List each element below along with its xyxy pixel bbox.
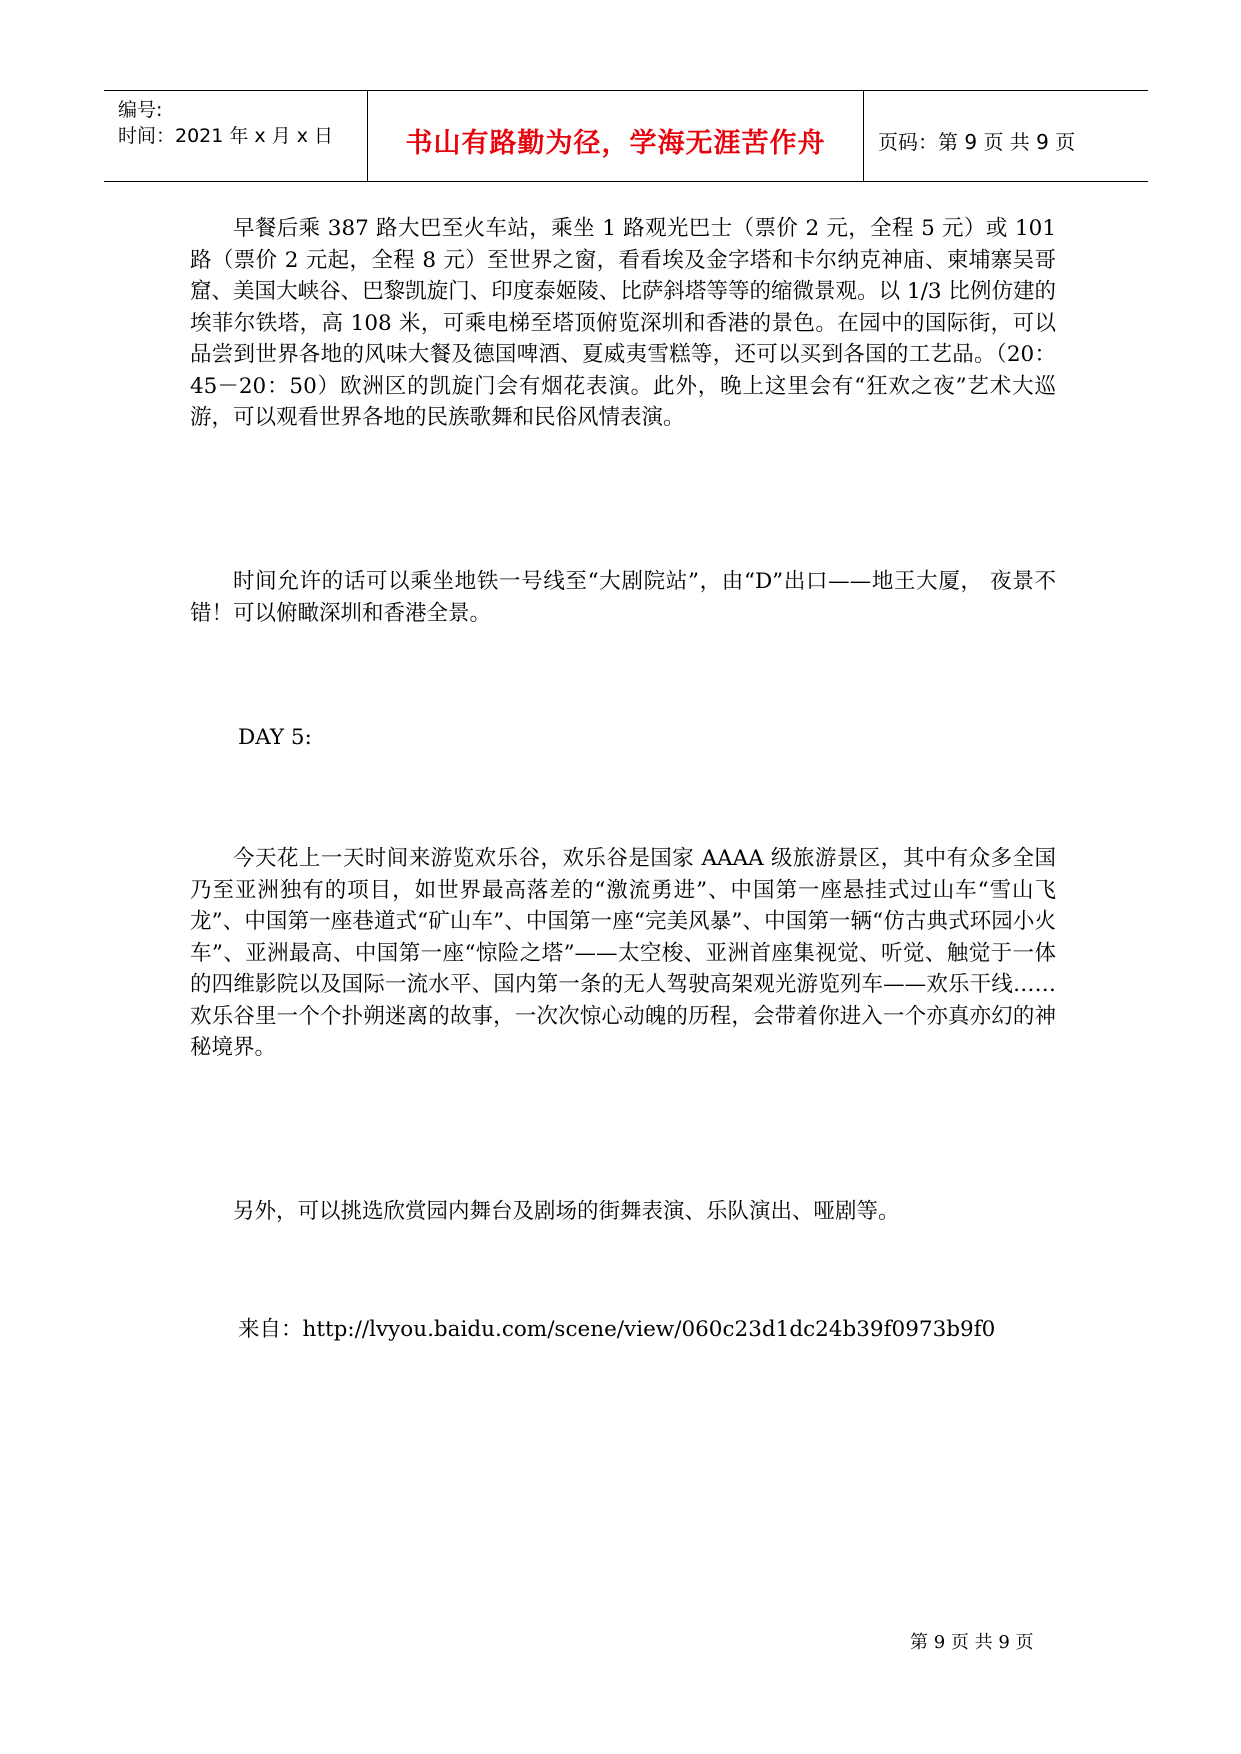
- header-left-cell: [104, 91, 368, 181]
- footer-page-number: 第 9 页 共 9 页: [910, 1632, 1034, 1653]
- source-link: 来自：http://lvyou.baidu.com/scene/view/060c23d1dc24b39f0973b9f0: [238, 1317, 996, 1342]
- header-page-cell: [864, 91, 1148, 181]
- header-motto-cell: [368, 91, 864, 181]
- paragraph-performances: 另外，可以挑选欣赏园内舞台及剧场的街舞表演、乐队演出、哑剧等。: [233, 1199, 900, 1224]
- serial-number-label: 编号:: [118, 99, 163, 121]
- date-label: 时间：2021 年 x 月 x 日: [118, 125, 334, 147]
- header-page-label: 页码：第 9 页 共 9 页: [878, 129, 1076, 154]
- paragraph-diwang-tower: 时间允许的话可以乘坐地铁一号线至“大剧院站”，由“D”出口——地王大厦， 夜景不错！可以俯瞰深圳和香港全景。: [190, 569, 1056, 626]
- paragraph-happy-valley: 今天花上一天时间来游览欢乐谷，欢乐谷是国家 AAAA 级旅游景区，其中有众多全国乃至亚洲独有的项目，如世界最高落差的“激流勇进”、中国第一座悬挂式过山车“雪山飞龙”、中国第一座巷道式“矿山车”、中国第一座“完美风暴”、中国第一辆“仿古典式环园小火车”、亚洲最高、中国第一座“惊险之塔”——太空梭、亚洲首座集视觉、听觉、触觉于一体的四维影院以及国际一流水平、国内第一条的无人驾驶高架观光游览列车——欢乐干线……欢乐谷里一个个扑朔迷离的故事，一次次惊心动魄的历程，会带着你进入一个亦真亦幻的神秘境界。: [190, 846, 1056, 1060]
- header-motto: 书山有路勤为径，学海无涯苦作舟: [405, 127, 826, 159]
- day-heading: DAY 5:: [238, 725, 312, 750]
- document-header: [104, 90, 1148, 182]
- paragraph-window-of-world: 早餐后乘 387 路大巴至火车站，乘坐 1 路观光巴士（票价 2 元，全程 5 元）或 101 路（票价 2 元起，全程 8 元）至世界之窗，看看埃及金字塔和卡尔纳克神庙、柬埔寨吴哥窟、美国大峡谷、巴黎凯旋门、印度泰姬陵、比萨斜塔等等的缩微景观。以 1/3 比例仿建的埃菲尔铁塔，高 108 米，可乘电梯至塔顶俯览深圳和香港的景色。在园中的国际街，可以品尝到世界各地的风味大餐及德国啤酒、夏威夷雪糕等，还可以买到各国的工艺品。（20：45－20：50）欧洲区的凯旋门会有烟花表演。此外，晚上这里会有“狂欢之夜”艺术大巡游，可以观看世界各地的民族歌舞和民俗风情表演。: [190, 216, 1056, 430]
